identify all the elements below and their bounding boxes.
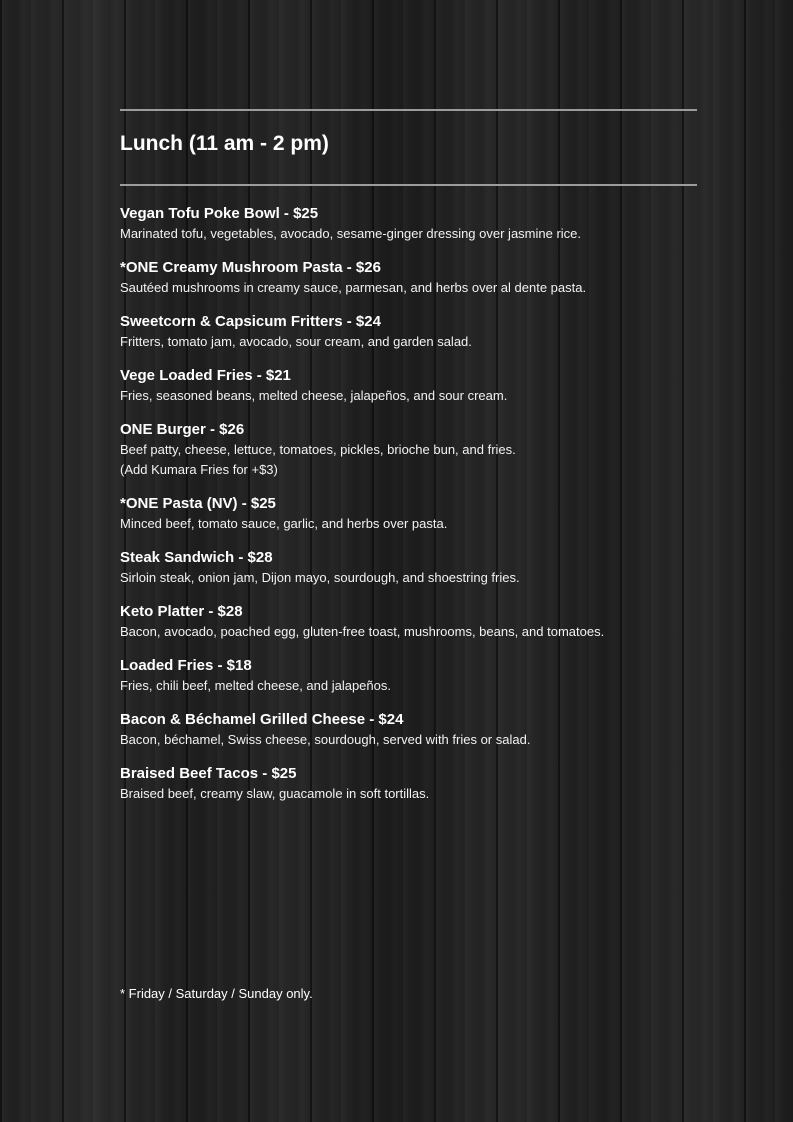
menu-item-title: Sweetcorn & Capsicum Fritters - $24 xyxy=(120,313,381,330)
menu-item-description: Minced beef, tomato sauce, garlic, and herbs over pasta. xyxy=(120,516,448,531)
menu-item-description: Bacon, avocado, poached egg, gluten-free toast, mushrooms, beans, and tomatoes. xyxy=(120,624,605,639)
menu-item-description: Sirloin steak, onion jam, Dijon mayo, sourdough, and shoestring fries. xyxy=(120,570,520,585)
menu-item-title: Vege Loaded Fries - $21 xyxy=(120,367,291,384)
section-heading: Lunch (11 am - 2 pm) xyxy=(120,132,329,155)
top-divider xyxy=(120,109,697,111)
menu-item-title: ONE Burger - $26 xyxy=(120,421,245,438)
menu-item xyxy=(120,420,720,480)
menu-item-description: Marinated tofu, vegetables, avocado, sesame-ginger dressing over jasmine rice. xyxy=(120,226,582,241)
menu-item-description: Fritters, tomato jam, avocado, sour cream, and garden salad. xyxy=(120,334,472,349)
menu-item xyxy=(120,548,720,588)
menu-item xyxy=(120,204,720,244)
menu-item-description: Braised beef, creamy slaw, guacamole in soft tortillas. xyxy=(120,786,430,801)
menu-item-description: Fries, chili beef, melted cheese, and jalapeños. xyxy=(120,678,391,693)
menu-item xyxy=(120,366,720,406)
menu-item-title: *ONE Pasta (NV) - $25 xyxy=(120,495,276,512)
menu-list xyxy=(120,204,720,818)
menu-item xyxy=(120,602,720,642)
menu-item xyxy=(120,710,720,750)
menu-item xyxy=(120,312,720,352)
bottom-divider xyxy=(120,184,697,186)
menu-item-description: Sautéed mushrooms in creamy sauce, parmesan, and herbs over al dente pasta. xyxy=(120,280,587,295)
menu-item-title: Keto Platter - $28 xyxy=(120,603,243,620)
menu-item xyxy=(120,494,720,534)
menu-item-description: (Add Kumara Fries for +$3) xyxy=(120,462,278,477)
menu-item xyxy=(120,258,720,298)
menu-item-title: Braised Beef Tacos - $25 xyxy=(120,765,297,782)
menu-item-title: Bacon & Béchamel Grilled Cheese - $24 xyxy=(120,711,404,728)
menu-item-title: Steak Sandwich - $28 xyxy=(120,549,273,566)
menu-item-title: *ONE Creamy Mushroom Pasta - $26 xyxy=(120,259,381,276)
footnote: * Friday / Saturday / Sunday only. xyxy=(120,986,313,1001)
menu-item-title: Vegan Tofu Poke Bowl - $25 xyxy=(120,205,319,222)
menu-item-description: Bacon, béchamel, Swiss cheese, sourdough, served with fries or salad. xyxy=(120,732,531,747)
menu-item xyxy=(120,764,720,804)
menu-item-description: Beef patty, cheese, lettuce, tomatoes, pickles, brioche bun, and fries. xyxy=(120,442,516,457)
menu-item-description: Fries, seasoned beans, melted cheese, jalapeños, and sour cream. xyxy=(120,388,508,403)
menu-item-title: Loaded Fries - $18 xyxy=(120,657,252,674)
menu-item xyxy=(120,656,720,696)
